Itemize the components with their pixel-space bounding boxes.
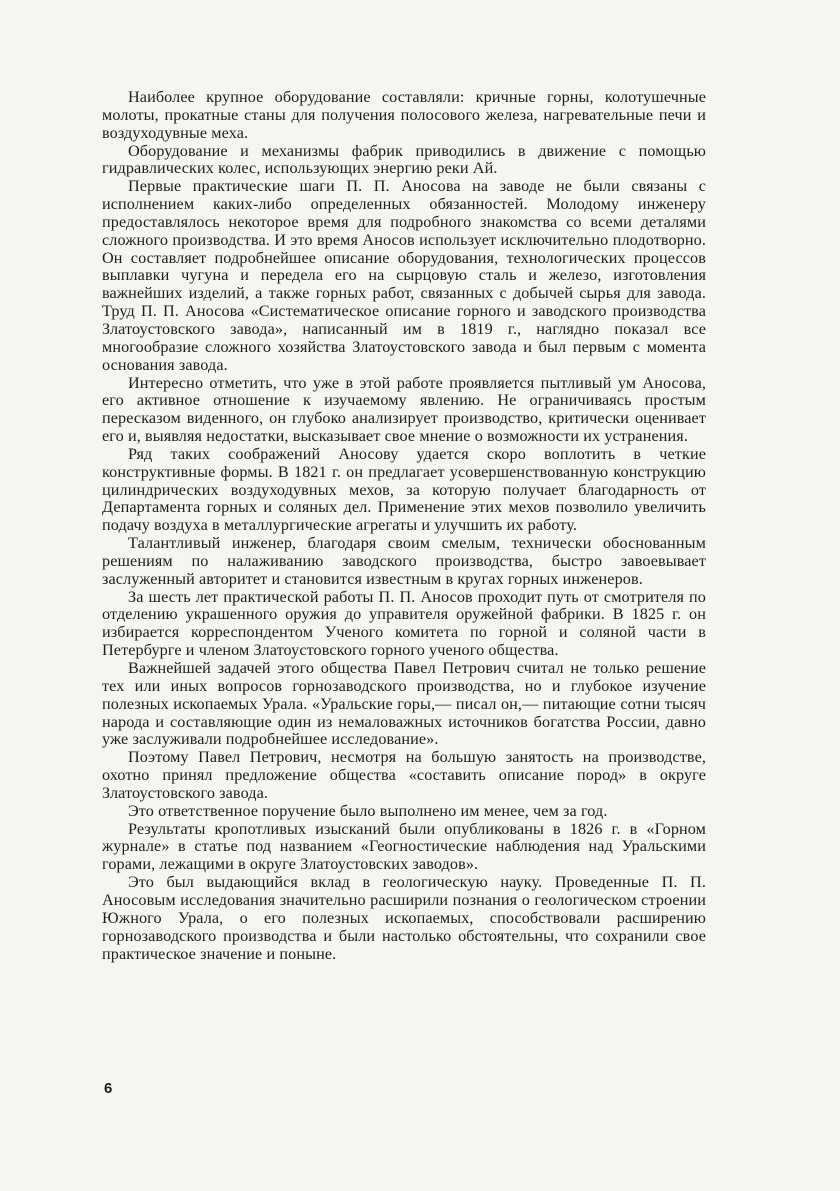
paragraph: Интересно отметить, что уже в этой работе проявляется пытливый ум Аносова, его активное отношение к изучаемому явлению. Не ограничиваясь простым пересказом виденного, он глубоко анализирует производство, критически оценивает его и, выявляя недостатки, высказывает свое мнение о возможности их устранения.: [102, 373, 706, 446]
paragraph: Оборудование и механизмы фабрик приводились в движение с помощью гидравлических колес, использующих энергию реки Ай.: [102, 141, 706, 178]
paragraph: Это ответственное поручение было выполнено им менее, чем за год.: [128, 801, 608, 820]
paragraph: Это был выдающийся вклад в геологическую науку. Проведенные П. П. Аносовым исследования значительно расширили познания о геологическом строении Южного Урала, о его полезных ископаемых, способствовали расширению горнозаводского производства и были настолько обстоятельны, что сохранили свое практическое значение и поныне.: [102, 873, 706, 963]
paragraph: Наиболее крупное оборудование составляли: кричные горны, колотушечные молоты, прокатные станы для получения полосового железа, нагревательные печи и воздуходувные меха.: [102, 88, 706, 142]
page-number: 6: [104, 1080, 113, 1097]
paragraph: Первые практические шаги П. П. Аносова на заводе не были связаны с исполнением каких-либо определенных обязанностей. Молодому инженеру предоставлялось некоторое время для подробного знакомства со всеми деталями сложного производства. И это время Аносов использует исключительно плодотворно. Он составляет подробнейшее описание оборудования, технологических процессов выплавки чугуна и передела его на сырцовую сталь и железо, изготовления важнейших изделий, а также горных работ, связанных с добычей сырья для завода. Труд П. П. Аносова «Систематическое описание горного и заводского производства Златоустовского завода», написанный им в 1819 г., наглядно показал все многообразие сложного хозяйства Златоустовского завода и был первым с момента основания завода.: [102, 177, 706, 374]
paragraph: Важнейшей задачей этого общества Павел Петрович считал не только решение тех или иных вопросов горнозаводского производства, но и глубокое изучение полезных ископаемых Урала. «Уральские горы,— писал он,— питающие сотни тысяч народа и составляющие один из немаловажных источников богатства России, давно уже заслуживали подробнейшее исследование».: [102, 659, 706, 749]
paragraph: Поэтому Павел Петрович, несмотря на большую занятость на производстве, охотно принял предложение общества «составить описание пород» в округе Златоустовского завода.: [102, 748, 706, 802]
paragraph: Талантливый инженер, благодаря своим смелым, технически обоснованным решениям по налаживанию заводского производства, быстро завоевывает заслуженный авторитет и становится известным в кругах горных инженеров.: [102, 534, 706, 588]
paragraph: Результаты кропотливых изысканий были опубликованы в 1826 г. в «Горном журнале» в статье под названием «Геогностические наблюдения над Уральскими горами, лежащими в округе Златоустовских заводов».: [102, 819, 706, 874]
body-text: [102, 89, 706, 963]
paragraph: Ряд таких соображений Аносову удается скоро воплотить в четкие конструктивные формы. В 1821 г. он предлагает усовершенствованную конструкцию цилиндрических воздуходувных мехов, за которую получает благодарность от Департамента горных и соляных дел. Применение этих мехов позволило увеличить подачу воздуха в металлургические агрегаты и улучшить их работу.: [102, 444, 706, 535]
paragraph: За шесть лет практической работы П. П. Аносов проходит путь от смотрителя по отделению украшенного оружия до управителя оружейной фабрики. В 1825 г. он избирается корреспондентом Ученого комитета по горной и соляной части в Петербурге и членом Златоустовского горного ученого общества.: [102, 587, 706, 660]
